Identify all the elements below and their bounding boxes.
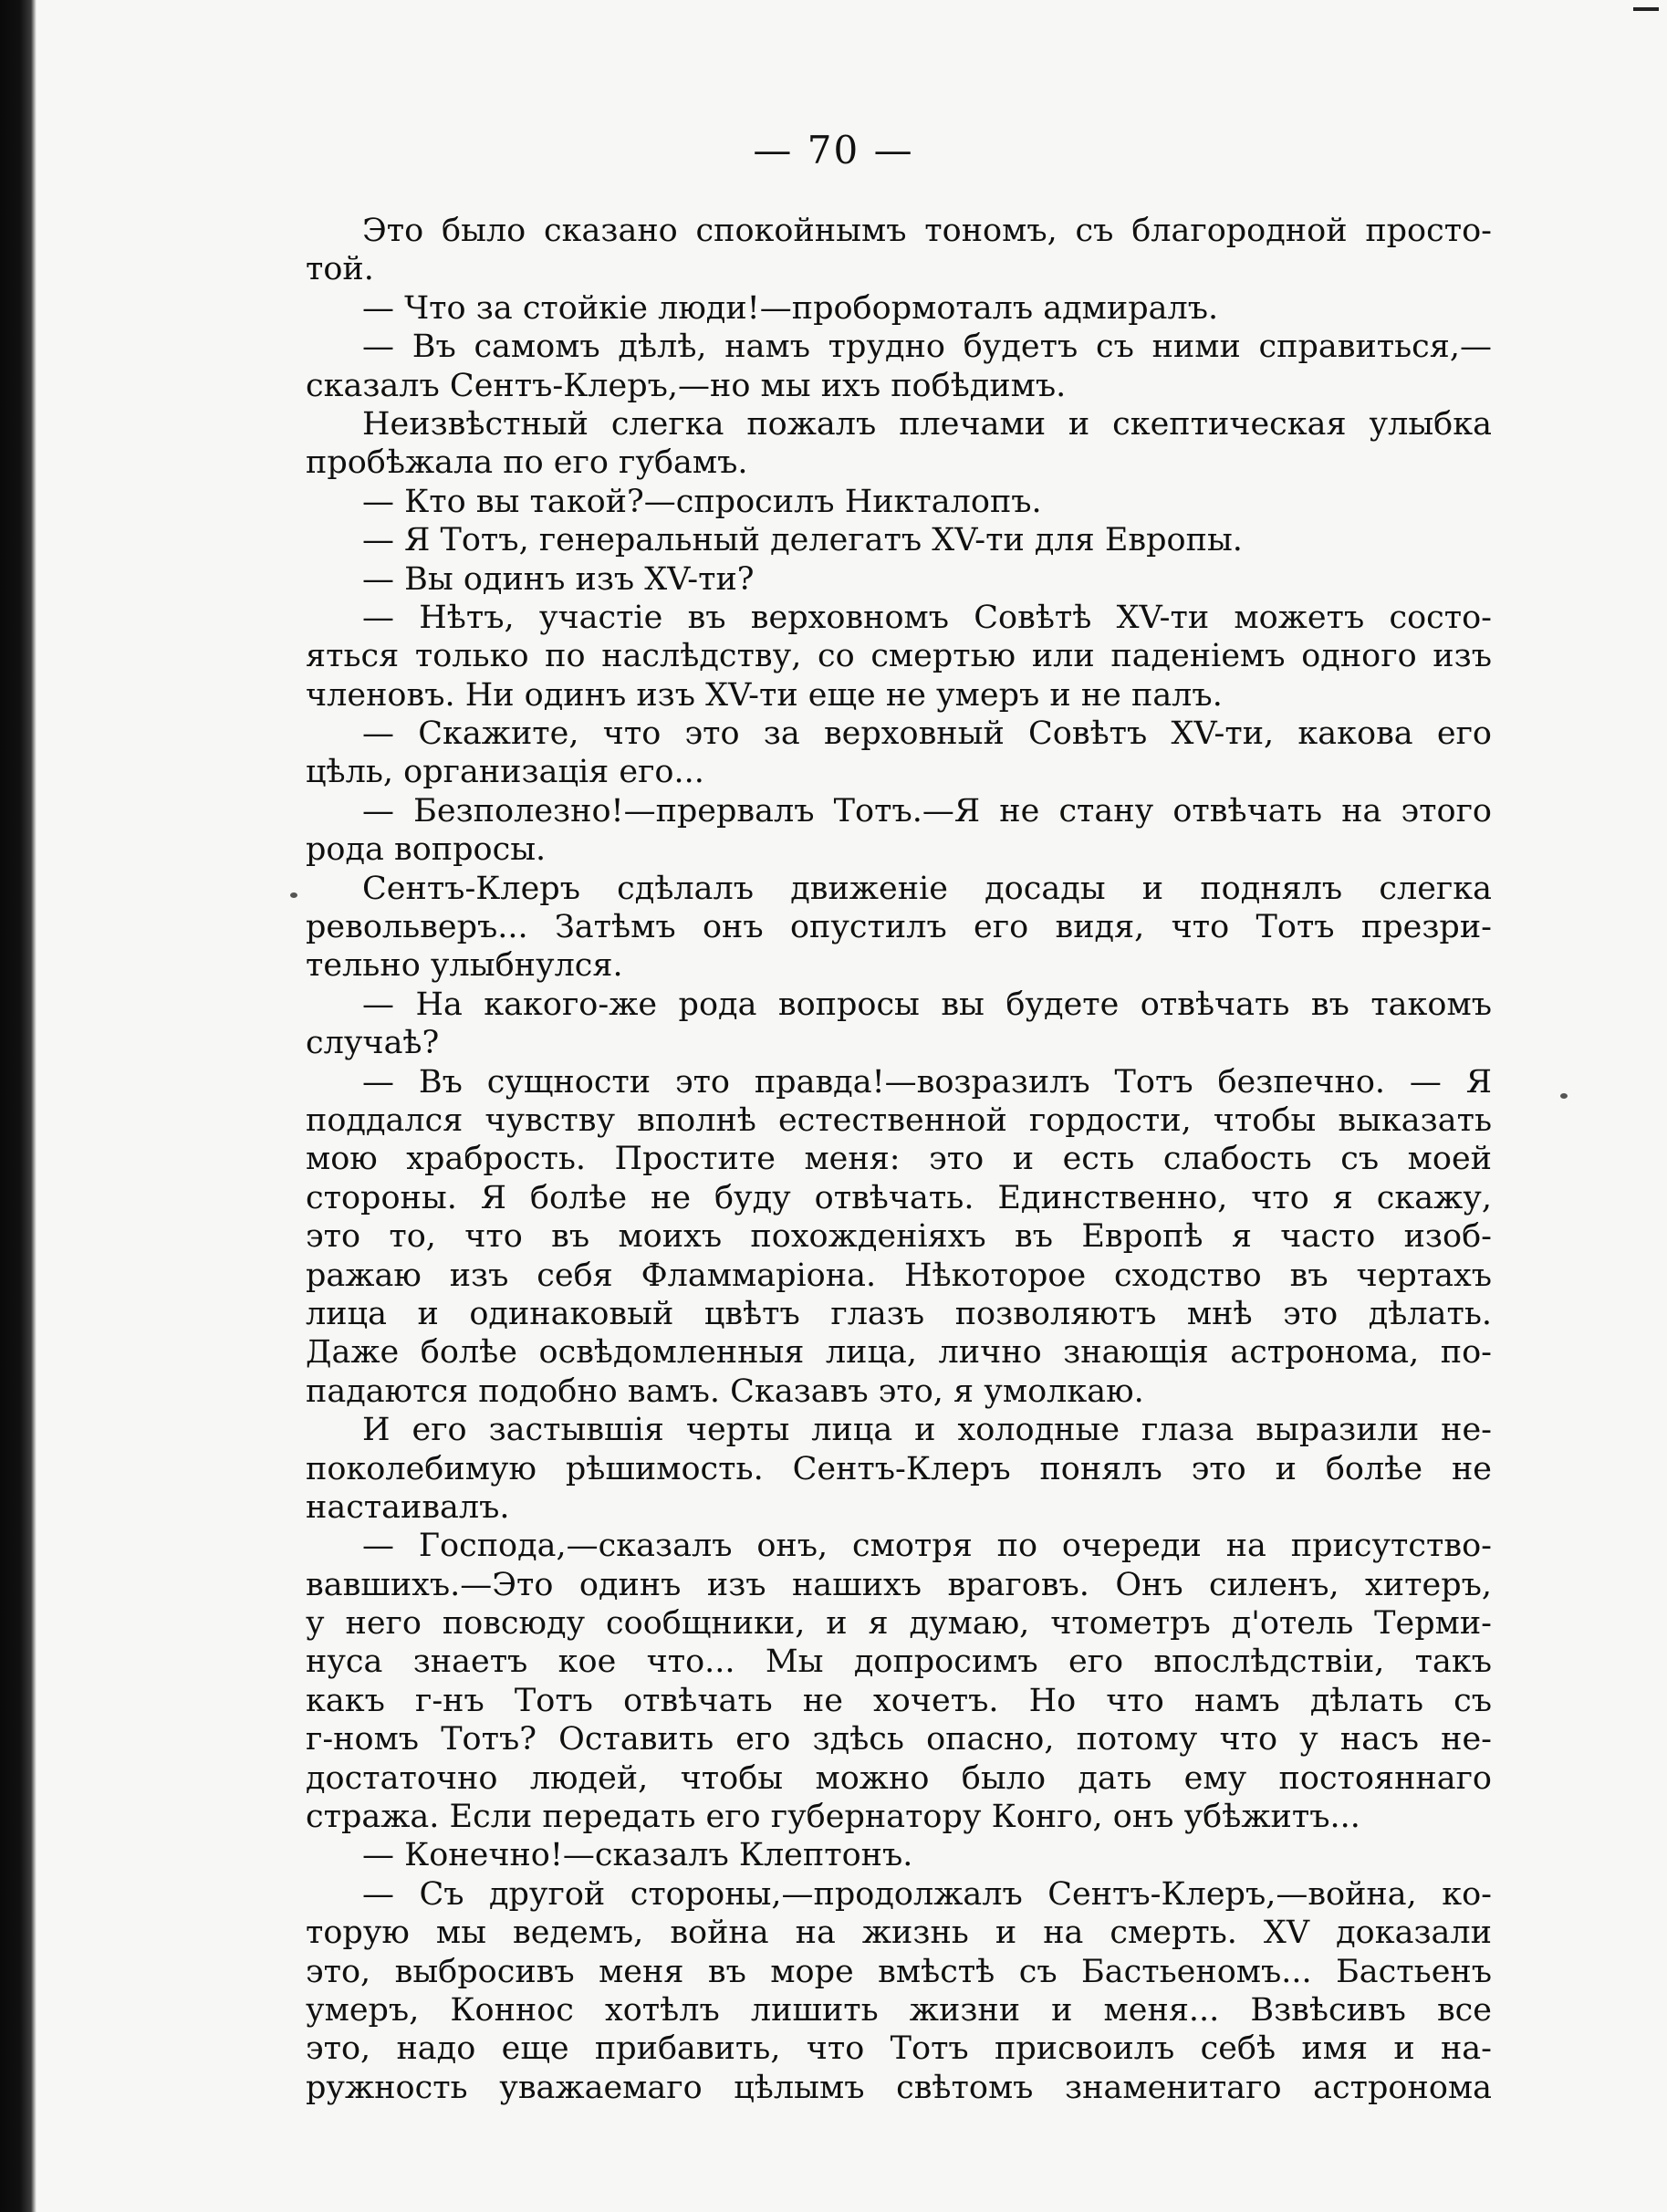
scan-shadow-edge — [0, 0, 36, 2212]
scan-mark — [1633, 7, 1659, 11]
text-line: умеръ, Коннос хотѣлъ лишить жизни и меня... Взвѣсивъ все — [306, 1991, 1492, 2029]
text-line: — Господа,—сказалъ онъ, смотря по очереди на присутство- — [362, 1528, 1492, 1565]
text-line: той. — [306, 251, 374, 288]
text-line: — Съ другой стороны,—продолжалъ Сентъ-Клеръ,—война, ко- — [362, 1875, 1492, 1913]
text-line: членовъ. Ни одинъ изъ XV-ти еще не умеръ и не палъ. — [306, 676, 1223, 714]
text-line: торую мы ведемъ, война на жизнь и на смерть. XV доказали — [306, 1915, 1492, 1952]
text-line: рода вопросы. — [306, 831, 547, 869]
text-line: какъ г-нъ Тотъ отвѣчать не хочетъ. Но что намъ дѣлать съ — [306, 1682, 1492, 1719]
text-line: — На какого-же рода вопросы вы будете отвѣчать въ такомъ — [362, 986, 1492, 1023]
text-line: И его застывшія черты лица и холодные глаза выразили не- — [362, 1412, 1492, 1449]
body-text — [306, 212, 1492, 2107]
text-line: стороны. Я болѣе не буду отвѣчать. Единственно, что я скажу, — [306, 1179, 1492, 1216]
text-line: ружность уважаемаго цѣлымъ свѣтомъ знаменитаго астронома — [306, 2069, 1492, 2106]
text-line: — Я Тотъ, генеральный делегатъ XV-ти для Европы. — [362, 522, 1243, 559]
text-line: это, надо еще прибавить, что Тотъ присвоилъ себѣ имя и на- — [306, 2030, 1492, 2068]
text-line: мою храбрость. Простите меня: это и есть слабость съ моей — [306, 1141, 1492, 1178]
scan-speck — [1560, 1093, 1568, 1099]
scan-speck — [290, 892, 297, 898]
text-line: достаточно людей, чтобы можно было дать ему постояннаго — [306, 1759, 1492, 1797]
text-line: пробѣжала по его губамъ. — [306, 444, 748, 482]
text-line: г-номъ Тотъ? Оставить его здѣсь опасно, потому что у насъ не- — [306, 1721, 1492, 1758]
text-line: лица и одинаковый цвѣтъ глазъ позволяютъ мнѣ это дѣлать. — [306, 1295, 1492, 1332]
text-line: — Конечно!—сказалъ Клептонъ. — [362, 1837, 913, 1874]
text-line: это, выбросивъ меня въ море вмѣстѣ съ Бастьеномъ... Бастьенъ — [306, 1953, 1492, 1990]
text-line: Даже болѣе освѣдомленныя лица, лично знающія астронома, по- — [306, 1334, 1492, 1372]
text-line: — Вы одинъ изъ XV-ти? — [362, 560, 755, 598]
text-line: сказалъ Сентъ-Клеръ,—но мы ихъ побѣдимъ. — [306, 367, 1067, 404]
text-line: случаѣ? — [306, 1025, 440, 1062]
text-line: — Въ самомъ дѣлѣ, намъ трудно будетъ съ ними справиться,— — [362, 329, 1492, 366]
text-line: стража. Если передать его губернатору Конго, онъ убѣжитъ... — [306, 1799, 1360, 1836]
text-line: цѣль, организація его... — [306, 754, 704, 791]
text-line: настаивалъ. — [306, 1488, 510, 1526]
text-line: вавшихъ.—Это одинъ изъ нашихъ враговъ. Онъ силенъ, хитеръ, — [306, 1566, 1492, 1603]
text-line: тельно улыбнулся. — [306, 947, 623, 985]
text-line: Это было сказано спокойнымъ тономъ, съ благородной просто- — [362, 213, 1492, 249]
text-line: поддался чувству вполнѣ естественной гордости, чтобы выказать — [306, 1101, 1492, 1139]
text-line: — Что за стойкіе люди!—пробормоталъ адмиралъ. — [362, 289, 1219, 327]
text-line: — Безполезно!—прервалъ Тотъ.—Я не стану отвѣчать на этого — [362, 792, 1492, 830]
text-line: поколебимую рѣшимость. Сентъ-Клеръ понялъ это и болѣе не — [306, 1450, 1492, 1487]
page-number: — 70 — — [753, 128, 914, 172]
text-line: револьверъ... Затѣмъ онъ опустилъ его видя, что Тотъ презри- — [306, 909, 1492, 946]
text-line: Сентъ-Клеръ сдѣлалъ движеніе досады и поднялъ слегка — [362, 870, 1492, 907]
text-line: — Въ сущности это правда!—возразилъ Тотъ безпечно. — Я — [362, 1063, 1492, 1101]
text-line: — Кто вы такой?—спросилъ Никталопъ. — [362, 483, 1042, 520]
text-line: — Скажите, что это за верховный Совѣтъ XV-ти, какова его — [362, 715, 1492, 753]
text-line: нуса знаетъ кое что... Мы допросимъ его впослѣдствіи, такъ — [306, 1643, 1492, 1681]
text-line: падаются подобно вамъ. Сказавъ это, я умолкаю. — [306, 1372, 1144, 1410]
text-line: ражаю изъ себя Фламмаріона. Нѣкоторое сходство въ чертахъ — [306, 1257, 1492, 1294]
text-line: у него повсюду сообщники, и я думаю, чтометръ д'отель Терми- — [306, 1605, 1492, 1643]
text-line: Неизвѣстный слегка пожалъ плечами и скептическая улыбка — [362, 405, 1492, 443]
text-line: — Нѣтъ, участіе въ верховномъ Совѣтѣ XV-ти можетъ состо- — [362, 599, 1492, 636]
text-line: яться только по наслѣдству, со смертью или паденіемъ одного изъ — [306, 638, 1492, 675]
text-line: это то, что въ моихъ похожденіяхъ въ Европѣ я часто изоб- — [306, 1218, 1492, 1256]
